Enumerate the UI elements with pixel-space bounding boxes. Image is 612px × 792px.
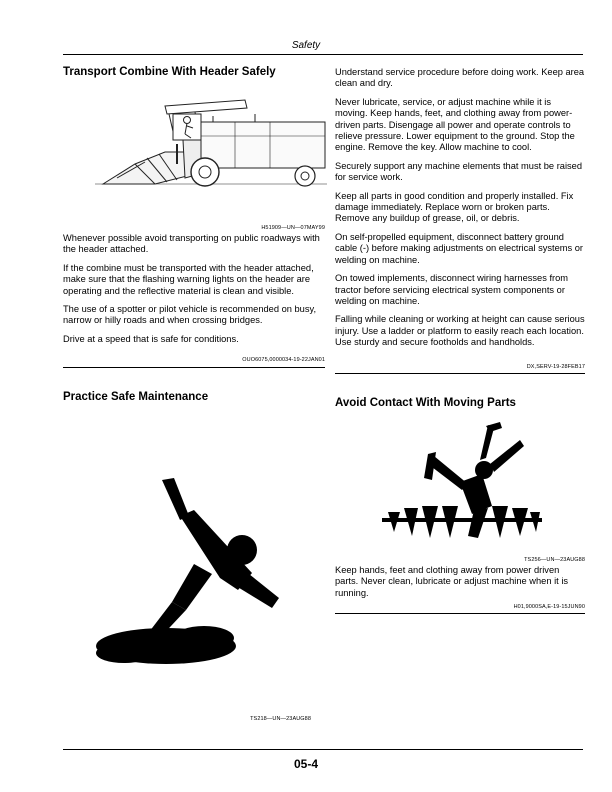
moving-parts-end-rule (335, 613, 585, 614)
combine-illustration (95, 92, 327, 224)
service-para-3: Securely support any machine elements that must be raised for service work. (335, 160, 583, 183)
maintenance-figure-ref: TS218—UN—23AUG88 (250, 716, 311, 722)
auger-illustration (382, 420, 542, 550)
service-para-6: On towed implements, disconnect wiring harnesses from tractor before servicing electrical system components or welding on machine. (335, 273, 569, 306)
moving-parts-figure-ref: TS256—UN—23AUG88 (524, 557, 585, 563)
service-end-rule (335, 373, 585, 374)
transport-title: Transport Combine With Header Safely (63, 66, 276, 78)
transport-para-4: Drive at a speed that is safe for conditions. (63, 333, 239, 344)
moving-parts-title: Avoid Contact With Moving Parts (335, 397, 516, 409)
service-body (335, 67, 585, 356)
header-rule (63, 54, 583, 55)
maintenance-title: Practice Safe Maintenance (63, 391, 209, 403)
moving-parts-body: Keep hands, feet and clothing away from power driven parts. Never clean, lubricate or adjust machine when it is running. (335, 565, 569, 598)
transport-end-rule (63, 367, 325, 368)
transport-para-1: Whenever possible avoid transporting on public roadways with the header attached. (63, 233, 320, 255)
transport-para-3: The use of a spotter or pilot vehicle is recommended on busy, narrow or hilly roads and when crossing bridges. (63, 304, 317, 326)
section-header: Safety (291, 40, 321, 51)
footer-rule (63, 749, 583, 750)
service-para-7: Falling while cleaning or working at height can cause serious injury. Use a ladder or platform to easily reach each location. Use sturdy and secure footholds and handholds. (335, 314, 585, 348)
transport-body (63, 233, 325, 352)
service-para-1: Understand service procedure before doing work. Keep area clean and dry. (335, 67, 585, 89)
service-para-4: Keep all parts in good condition and properly installed. Fix damage immediately. Replace worn or broken parts. Remove any buildup of grease, oil, or debris. (335, 190, 574, 224)
service-doc-ref: DX,SERV-19-28FEB17 (526, 364, 585, 370)
page-number: 05-4 (293, 757, 319, 771)
transport-doc-ref: OUO6075,0000034-19-22JAN01 (242, 357, 325, 363)
service-para-5: On self-propelled equipment, disconnect battery ground cable (-) before making adjustments on electrical systems or welding on machine. (335, 231, 584, 265)
transport-figure-ref: H51909—UN—07MAY99 (261, 225, 325, 231)
falling-person-illustration (94, 478, 294, 668)
moving-parts-doc-ref: H01,9000SA,E-19-15JUN90 (513, 604, 585, 610)
service-para-2: Never lubricate, service, or adjust machine while it is moving. Keep hands, feet, and clothing away from power-driven parts. Disengage all power and operate controls to relieve pressure. Lower equipment to the ground. Stop the engine. Remove the key. Allow machine to cool. (335, 96, 575, 153)
transport-para-2: If the combine must be transported with the header attached, make sure that the flashing warning lights on the header are operating and the reflective material is clean and visible. (63, 262, 314, 296)
